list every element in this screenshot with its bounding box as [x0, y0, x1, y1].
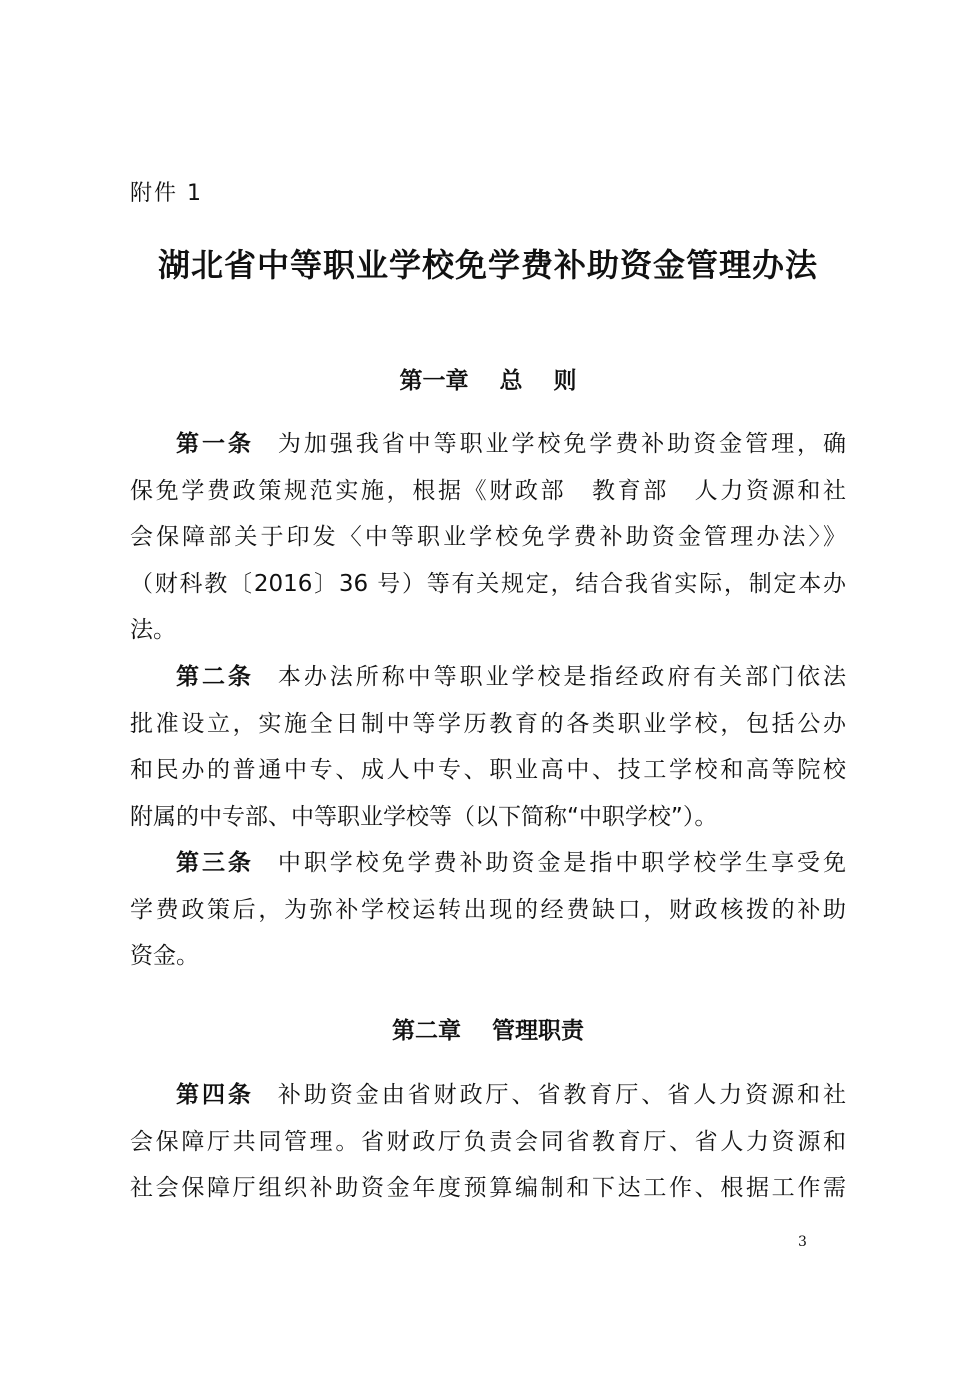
- article-3: [130, 840, 846, 980]
- article-line: [130, 654, 846, 701]
- article-label: 第一条: [176, 431, 254, 457]
- page-number: 3: [798, 1234, 807, 1250]
- article-line: 保免学费政策规范实施，根据《财政部 教育部 人力资源和社: [130, 477, 846, 504]
- article-1: [130, 421, 846, 654]
- chapter-heading-1: 第一章 总 则: [399, 368, 577, 394]
- article-4: [130, 1072, 846, 1212]
- article-text: 补助资金由省财政厅、省教育厅、省人力资源和社: [277, 1082, 846, 1108]
- article-label: 第三条: [176, 850, 254, 876]
- article-text: 本办法所称中等职业学校是指经政府有关部门依法: [277, 664, 846, 690]
- article-text: 为加强我省中等职业学校免学费补助资金管理，确: [277, 431, 846, 457]
- article-2: [130, 654, 846, 840]
- article-line: 法。: [130, 617, 176, 643]
- article-line: [130, 421, 846, 468]
- document-title: 湖北省中等职业学校免学费补助资金管理办法: [157, 246, 818, 284]
- article-line: 会保障部关于印发〈中等职业学校免学费补助资金管理办法〉》: [130, 524, 846, 550]
- article-line: （财科教〔2016〕36 号）等有关规定，结合我省实际，制定本办: [130, 570, 846, 597]
- article-line: 学费政策后，为弥补学校运转出现的经费缺口，财政核拨的补助: [130, 896, 846, 923]
- article-line: [130, 1072, 846, 1119]
- article-text: 中职学校免学费补助资金是指中职学校学生享受免: [277, 850, 846, 876]
- article-line: 附属的中专部、中等职业学校等（以下简称“中职学校”）。: [130, 803, 718, 830]
- article-line: 和民办的普通中专、成人中专、职业高中、技工学校和高等院校: [130, 757, 846, 783]
- article-line: 资金。: [130, 943, 199, 969]
- attachment-label: 附件 1: [130, 181, 203, 206]
- article-line: 批准设立，实施全日制中等学历教育的各类职业学校，包括公办: [130, 710, 846, 737]
- chapter-heading-2: 第二章 管理职责: [391, 1018, 584, 1044]
- article-label: 第四条: [176, 1082, 254, 1108]
- article-label: 第二条: [176, 664, 254, 690]
- article-line: 会保障厅共同管理。省财政厅负责会同省教育厅、省人力资源和: [130, 1128, 846, 1155]
- article-line: [130, 840, 846, 887]
- article-line: 社会保障厅组织补助资金年度预算编制和下达工作、根据工作需: [130, 1175, 846, 1201]
